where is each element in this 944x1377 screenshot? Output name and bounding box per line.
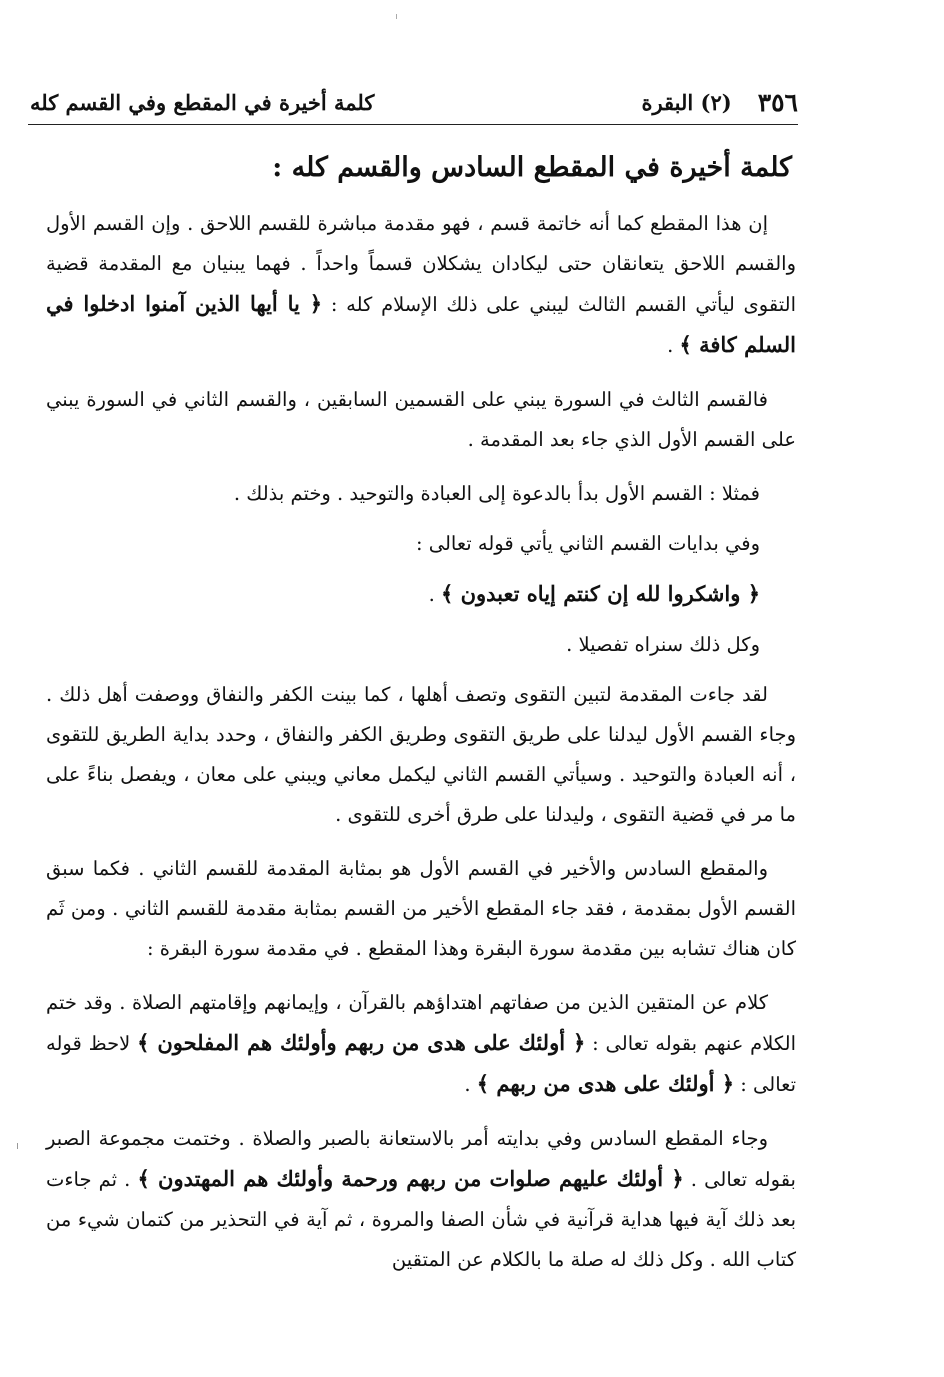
paragraph-10-text-a: وجاء المقطع السادس وفي بدايته أمر بالاستعانة بالصبر والصلاة . وختمت مجموعة الصبر بقوله تعالى . [46, 1127, 796, 1191]
page-number: ٣٥٦ [757, 87, 798, 117]
paragraph-3: فمثلا : القسم الأول بدأ بالدعوة إلى العبادة والتوحيد . وختم بذلك . [233, 482, 760, 505]
paragraph-1-text-a: إن هذا المقطع كما أنه خاتمة قسم ، فهو مقدمة مباشرة للقسم اللاحق . وإن القسم الأول والقسم اللاحق يتعانقان حتى ليكادان يشكلان قسماً واحداً . فهما يبنيان مع المقدمة قضية التقوى ليأتي القسم الثالث ليبني على ذلك الإسلام كله : [46, 212, 796, 316]
paragraph-8: والمقطع السادس والأخير في القسم الأول هو بمثابة المقدمة للقسم الثاني . فكما سبق القسم الأول بمقدمة ، فقد جاء المقطع الأخير من القسم بمثابة مقدمة للقسم الثاني . ومن ثَم كان هناك تشابه بين مقدمة سورة البقرة وهذا المقطع . في مقدمة سورة البقرة : [46, 857, 796, 960]
paragraph-1-text-b: . [667, 334, 680, 357]
paragraph-7: لقد جاءت المقدمة لتبين التقوى وتصف أهلها ، كما بينت الكفر والنفاق ووصفت أهل ذلك . وجاء القسم الأول ليدلنا على طريق التقوى وطريق الكفر والنفاق ، وحدد بداية الطريق للتقوى ، أنه العبادة والتوحيد . وسيأتي القسم الثاني ليكمل معاني ويبني على معان ، ويفصل بناءً على ما مر في قضية التقوى ، وليدلنا على طرق أخرى للتقوى . [46, 683, 796, 826]
paragraph-1 [46, 204, 796, 366]
paragraph-10-text-b: . ثم جاءت بعد ذلك آية فيها هداية قرآنية في شأن الصفا والمروة ، ثم آية في التحذير من كتمان شيء من كتاب الله . وكل ذلك له صلة ما بالكلام عن المتقين [46, 1168, 796, 1271]
chapter-running-title: كلمة أخيرة في المقطع وفي القسم كله [30, 89, 375, 115]
paragraph-10 [46, 1119, 796, 1280]
quran-verse-4: ﴿ أولئك على هدى من ربهم ﴾ [476, 1071, 735, 1096]
paragraph-9-text-c: . [464, 1073, 477, 1096]
quran-verse-3: ﴿ أولئك على هدى من ربهم وأولئك هم المفلحون ﴾ [137, 1030, 586, 1055]
paragraph-9-text-b: لاحظ قوله تعالى : [46, 1032, 796, 1096]
quran-verse-5: ﴿ أولئك عليهم صلوات من ربهم ورحمة وأولئك هم المهتدون ﴾ [137, 1166, 684, 1191]
paragraph-6: وكل ذلك سنراه تفصيلا . [566, 633, 760, 656]
paragraph-4: وفي بدايات القسم الثاني يأتي قوله تعالى : [415, 532, 760, 555]
body-text [46, 148, 796, 1294]
quran-verse-1: ﴿ يا أيها الذين آمنوا ادخلوا في السلم كافة ﴾ [46, 291, 796, 357]
paragraph-5-text: . [428, 583, 441, 606]
quran-verse-2: ﴿ واشكروا لله إن كنتم إياه تعبدون ﴾ [440, 581, 760, 606]
paragraph-9 [46, 983, 796, 1105]
section-title: كلمة أخيرة في المقطع السادس والقسم كله : [272, 152, 792, 183]
paragraph-5 [46, 574, 796, 615]
header-right-group [641, 88, 798, 117]
scan-mark [396, 14, 397, 19]
header-rule [28, 124, 798, 125]
surah-label: (٢) البقرة [641, 89, 732, 115]
paragraph-9-text-a: كلام عن المتقين الذين من صفاتهم اهتداؤهم بالقرآن ، وإيمانهم وإقامتهم الصلاة . وقد ختم الكلام عنهم بقوله تعالى : [46, 991, 797, 1055]
scan-mark [17, 1143, 18, 1149]
running-header [30, 86, 798, 118]
paragraph-2: فالقسم الثالث في السورة يبني على القسمين السابقين ، والقسم الثاني في السورة يبني على القسم الأول الذي جاء بعد المقدمة . [46, 388, 796, 451]
